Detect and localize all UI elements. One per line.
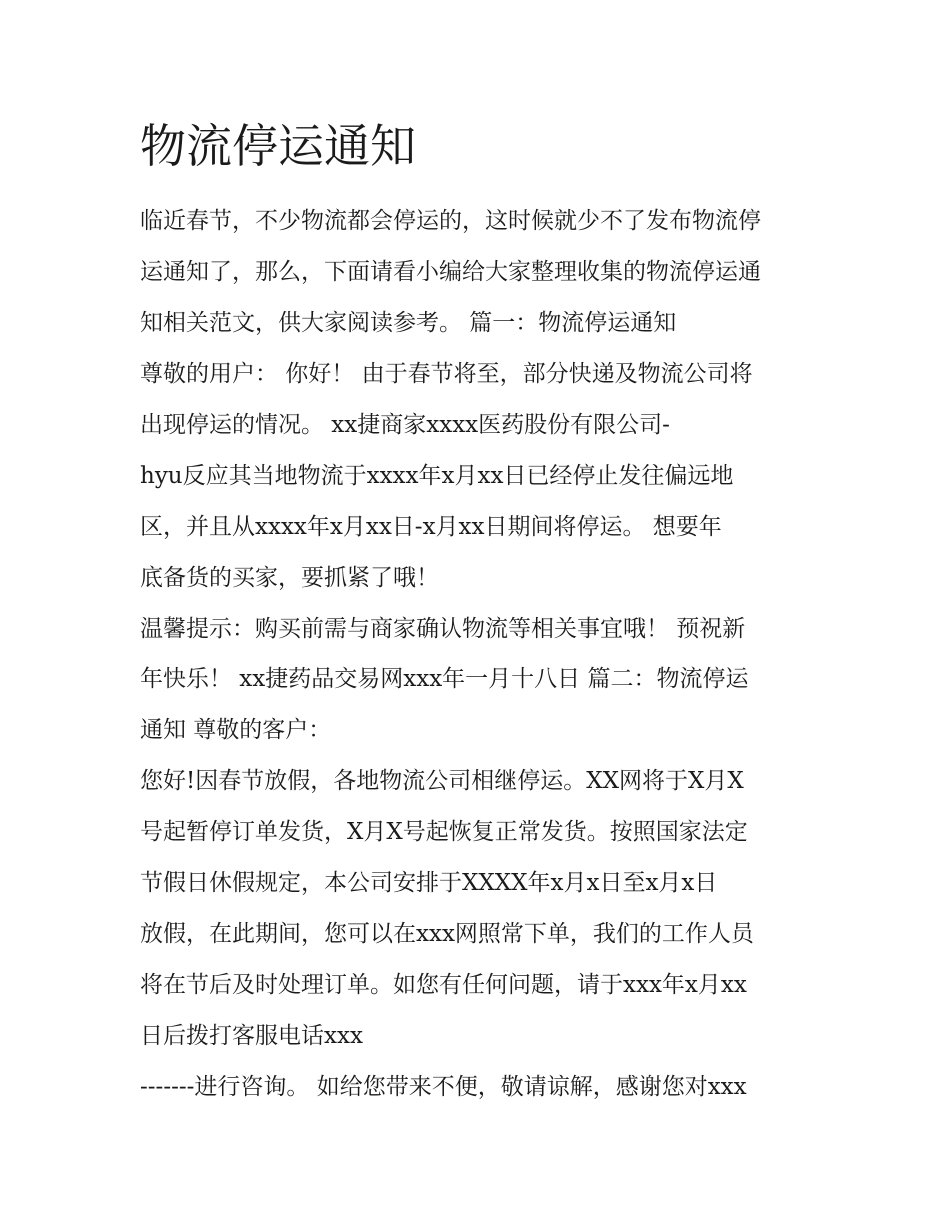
body-line: 节假日休假规定，本公司安排于XXXX年x月x日至x月x日 (140, 870, 718, 896)
body-line: 您好!因春节放假，各地物流公司相继停运。XX网将于X月X (140, 768, 744, 794)
body-line: hyu反应其当地物流于xxxx年x月xx日已经停止发往偏远地 (140, 463, 734, 489)
body-line: 号起暂停订单发货，X月X号起恢复正常发货。按照国家法定 (140, 819, 748, 845)
body-line: 运通知了，那么，下面请看小编给大家整理收集的物流停运通 (140, 259, 761, 285)
body-line: 知相关范文，供大家阅读参考。 篇一：物流停运通知 (140, 310, 677, 336)
body-line: -------进行咨询。 如给您带来不便，敬请谅解，感谢您对xxx (140, 1074, 747, 1100)
body-line: 日后拨打客服电话xxx (140, 1023, 363, 1049)
body-line: 临近春节，不少物流都会停运的，这时候就少不了发布物流停 (140, 208, 761, 234)
body-line: 出现停运的情况。 xx捷商家xxxx医药股份有限公司- (140, 412, 670, 438)
body-line: 尊敬的用户： 你好！ 由于春节将至，部分快递及物流公司将 (140, 361, 753, 387)
body-line: 区，并且从xxxx年x月xx日-x月xx日期间将停运。 想要年 (140, 514, 722, 540)
body-line: 通知 尊敬的客户： (140, 717, 332, 743)
body-line: 年快乐！ xx捷药品交易网xxx年一月十八日 篇二：物流停运 (140, 666, 749, 692)
body-line: 温馨提示：购买前需与商家确认物流等相关事宜哦！ 预祝新 (140, 616, 746, 642)
body-line: 将在节后及时处理订单。如您有任何问题，请于xxx年x月xx (140, 972, 747, 998)
body-line: 底备货的买家，要抓紧了哦！ (140, 565, 439, 591)
document-title: 物流停运通知 (140, 119, 416, 173)
body-line: 放假，在此期间，您可以在xxx网照常下单，我们的工作人员 (140, 921, 754, 947)
